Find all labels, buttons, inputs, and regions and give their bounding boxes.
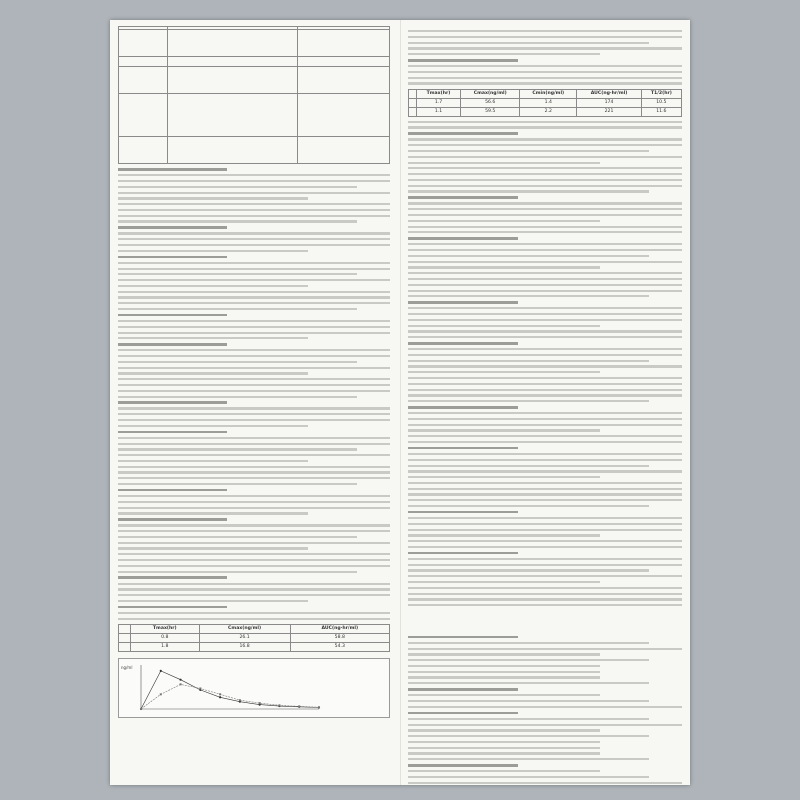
table-cell: 2.2 [520, 107, 577, 116]
text-line [118, 361, 357, 363]
text-line [408, 319, 682, 321]
text-line [408, 243, 682, 245]
text-line [408, 741, 600, 743]
text-line [408, 441, 682, 443]
text-line [408, 59, 518, 62]
table-cell [297, 67, 389, 94]
text-line [408, 488, 682, 490]
text-line [408, 150, 649, 152]
text-line [118, 565, 390, 567]
text-line [118, 285, 308, 287]
text-line [408, 231, 682, 233]
text-line [408, 412, 682, 414]
pk-header [119, 624, 131, 633]
text-line [408, 383, 682, 385]
text-line [408, 493, 682, 495]
text-line [118, 396, 357, 398]
text-line [408, 665, 600, 667]
table-cell [297, 30, 389, 57]
text-line [408, 758, 649, 760]
text-line [408, 569, 649, 571]
text-line [118, 606, 227, 609]
text-line [118, 308, 357, 310]
text-line [408, 36, 682, 38]
chart-series-line [141, 684, 319, 709]
text-line [408, 747, 600, 749]
text-line [408, 394, 682, 396]
table-cell [409, 107, 417, 116]
text-line [118, 588, 390, 590]
text-line [118, 244, 390, 246]
table-row [409, 98, 682, 107]
chart-axes [141, 665, 319, 709]
text-line [408, 593, 682, 595]
text-line [408, 482, 682, 484]
text-line [118, 226, 227, 229]
table-cell [167, 94, 297, 137]
text-line [408, 272, 682, 274]
text-line [118, 571, 357, 573]
table-cell [119, 94, 168, 137]
text-line [118, 507, 390, 509]
text-line [408, 642, 649, 644]
text-line [408, 688, 518, 691]
text-line [118, 594, 390, 596]
table-cell [119, 67, 168, 94]
text-line [118, 618, 390, 620]
text-line [408, 459, 682, 461]
text-line [118, 495, 390, 497]
table-cell: 26.1 [199, 633, 290, 642]
text-line [408, 581, 600, 583]
text-line [408, 529, 682, 531]
chart-svg [119, 659, 389, 717]
text-line [118, 471, 390, 473]
text-line [408, 330, 682, 332]
text-line [118, 477, 390, 479]
table-cell: 10.5 [641, 98, 681, 107]
text-line [408, 782, 682, 784]
pk-header: T1/2(hr) [641, 89, 681, 98]
text-line [408, 636, 518, 639]
text-line [408, 424, 682, 426]
text-line [408, 42, 649, 44]
text-line [408, 523, 682, 525]
text-line [118, 355, 390, 357]
table-cell: 221 [577, 107, 641, 116]
text-line [408, 65, 682, 67]
text-line [408, 266, 600, 268]
text-line [118, 542, 390, 544]
table-cell [297, 137, 389, 164]
text-line [408, 735, 649, 737]
text-line [408, 653, 600, 655]
text-line [118, 559, 390, 561]
text-line [408, 511, 518, 514]
table-cell [409, 98, 417, 107]
table-cell [167, 67, 297, 94]
text-line [408, 499, 682, 501]
text-line [408, 255, 649, 257]
text-line [408, 648, 682, 650]
text-line [118, 168, 227, 171]
text-line [408, 447, 518, 450]
right-body-text-top [408, 30, 682, 85]
text-line [118, 367, 390, 369]
table-cell [167, 57, 297, 67]
text-line [408, 313, 682, 315]
pk-header: Cmax(ng/ml) [461, 89, 520, 98]
text-line [118, 291, 390, 293]
text-line [118, 296, 390, 298]
table-row [119, 137, 390, 164]
text-line [118, 576, 227, 579]
text-line [408, 776, 649, 778]
text-line [408, 729, 600, 731]
concentration-chart [118, 658, 390, 718]
text-line [408, 598, 682, 600]
table-row [409, 107, 682, 116]
text-line [408, 724, 682, 726]
text-line [408, 290, 682, 292]
text-line [408, 534, 600, 536]
table-cell [119, 633, 131, 642]
text-line [118, 413, 390, 415]
table-cell [119, 30, 168, 57]
text-line [408, 138, 682, 140]
text-line [408, 406, 518, 409]
pk-header: AUC(ng·hr/ml) [290, 624, 389, 633]
text-line [408, 540, 682, 542]
text-line [408, 126, 682, 128]
text-line [118, 197, 308, 199]
text-line [408, 220, 600, 222]
chart-ylabel: ng/ml [121, 664, 133, 670]
text-line [408, 284, 682, 286]
table-row [119, 67, 390, 94]
text-line [118, 238, 390, 240]
text-line [118, 501, 390, 503]
text-line [118, 583, 390, 585]
text-line [408, 307, 682, 309]
pk-table-left [118, 624, 390, 652]
text-line [408, 190, 649, 192]
text-line [408, 587, 682, 589]
text-line [408, 671, 600, 673]
text-line [118, 536, 357, 538]
table-cell [119, 137, 168, 164]
text-line [408, 752, 600, 754]
table-cell: 11.6 [641, 107, 681, 116]
text-line [408, 237, 518, 240]
text-line [408, 694, 600, 696]
text-line [118, 407, 390, 409]
pk-header: Tmax(hr) [416, 89, 461, 98]
text-line [408, 77, 682, 79]
table-cell: 174 [577, 98, 641, 107]
table-row [119, 642, 390, 651]
text-line [408, 144, 682, 146]
table-cell [119, 57, 168, 67]
table-cell [119, 642, 131, 651]
right-column [408, 26, 682, 610]
text-line [118, 443, 390, 445]
table-cell: 1.1 [416, 107, 461, 116]
text-line [408, 179, 682, 181]
text-line [408, 173, 682, 175]
text-line [118, 425, 308, 427]
page-fold [400, 20, 401, 785]
text-line [118, 186, 357, 188]
text-line [408, 185, 682, 187]
text-line [408, 371, 600, 373]
table-cell: 1.8 [130, 642, 199, 651]
text-line [408, 575, 682, 577]
pk-header: AUC(ng·hr/ml) [577, 89, 641, 98]
table-cell: 59.5 [461, 107, 520, 116]
text-line [408, 435, 682, 437]
text-line [118, 612, 390, 614]
text-line [408, 162, 600, 164]
text-line [408, 82, 682, 84]
table-cell: 16.8 [199, 642, 290, 651]
text-line [118, 384, 390, 386]
text-line [118, 192, 390, 194]
table-cell [297, 94, 389, 137]
text-line [118, 262, 390, 264]
table-cell: 1.4 [520, 98, 577, 107]
text-line [118, 326, 390, 328]
text-line [408, 348, 682, 350]
text-line [118, 437, 390, 439]
text-line [118, 419, 390, 421]
manufacturer-info [408, 632, 682, 788]
text-line [408, 676, 600, 678]
table-cell: 56.6 [461, 98, 520, 107]
table-cell: 1.7 [416, 98, 461, 107]
text-line [118, 372, 308, 374]
text-line [408, 295, 649, 297]
text-line [408, 30, 682, 32]
pk-header: Cmax(ng/ml) [199, 624, 290, 633]
text-line [408, 336, 682, 338]
text-line [118, 220, 357, 222]
text-line [408, 47, 682, 49]
text-line [408, 249, 682, 251]
text-line [118, 454, 390, 456]
text-line [408, 261, 682, 263]
text-line [408, 429, 600, 431]
text-line [118, 232, 390, 234]
text-line [118, 530, 390, 532]
text-line [118, 273, 357, 275]
text-line [408, 558, 682, 560]
text-line [118, 279, 390, 281]
text-line [408, 301, 518, 304]
text-line [118, 524, 390, 526]
table-cell: 0.8 [130, 633, 199, 642]
text-line [118, 314, 227, 317]
text-line [118, 209, 390, 211]
text-line [118, 466, 390, 468]
left-column [118, 26, 390, 718]
table-cell [167, 30, 297, 57]
text-line [408, 764, 518, 767]
text-line [408, 325, 600, 327]
text-line [118, 483, 357, 485]
text-line [408, 546, 682, 548]
text-line [118, 268, 390, 270]
text-line [118, 448, 357, 450]
text-line [118, 343, 227, 346]
table-cell [297, 57, 389, 67]
text-line [408, 278, 682, 280]
text-line [118, 349, 390, 351]
table-row [119, 94, 390, 137]
text-line [118, 401, 227, 404]
text-line [408, 700, 649, 702]
text-line [118, 553, 390, 555]
text-line [408, 167, 682, 169]
adverse-reactions-table [118, 26, 390, 164]
text-line [408, 470, 682, 472]
pk-header: Tmax(hr) [130, 624, 199, 633]
text-line [118, 518, 227, 521]
text-line [118, 431, 227, 434]
table-cell: 58.8 [290, 633, 389, 642]
text-line [118, 390, 390, 392]
table-cell: 54.3 [290, 642, 389, 651]
text-line [408, 400, 649, 402]
text-line [408, 604, 682, 606]
text-line [118, 174, 390, 176]
text-line [118, 460, 308, 462]
text-line [408, 156, 682, 158]
text-line [118, 378, 390, 380]
text-line [408, 453, 682, 455]
pk-table-right [408, 89, 682, 117]
text-line [118, 512, 308, 514]
text-line [408, 342, 518, 345]
text-line [408, 121, 682, 123]
text-line [118, 302, 390, 304]
text-line [408, 354, 682, 356]
text-line [408, 465, 649, 467]
text-line [118, 547, 308, 549]
text-line [408, 53, 600, 55]
text-line [408, 214, 682, 216]
text-line [408, 360, 649, 362]
text-line [118, 489, 227, 492]
text-line [118, 215, 390, 217]
text-line [408, 552, 518, 555]
text-line [408, 659, 649, 661]
text-line [408, 564, 682, 566]
text-line [408, 226, 682, 228]
text-line [408, 71, 682, 73]
text-line [118, 180, 390, 182]
text-line [408, 132, 518, 135]
text-line [408, 208, 682, 210]
right-body-text-main [408, 121, 682, 607]
pk-header [409, 89, 417, 98]
text-line [118, 332, 390, 334]
text-line [408, 389, 682, 391]
text-line [118, 250, 308, 252]
chart-series-line [141, 671, 319, 709]
text-line [408, 202, 682, 204]
text-line [408, 418, 682, 420]
table-row [119, 57, 390, 67]
text-line [408, 476, 600, 478]
text-line [408, 712, 518, 715]
text-line [408, 718, 649, 720]
text-line [408, 770, 600, 772]
text-line [408, 706, 682, 708]
text-line [408, 517, 682, 519]
text-line [118, 203, 390, 205]
text-line [408, 505, 649, 507]
text-line [118, 256, 227, 259]
table-cell [167, 137, 297, 164]
text-line [408, 377, 682, 379]
table-row [119, 633, 390, 642]
text-line [408, 682, 649, 684]
text-line [118, 600, 308, 602]
text-line [118, 320, 390, 322]
text-line [408, 365, 682, 367]
table-row [119, 30, 390, 57]
text-line [118, 337, 308, 339]
text-line [408, 196, 518, 199]
pk-header: Cmin(ng/ml) [520, 89, 577, 98]
left-body-text [118, 168, 390, 620]
document-page [110, 20, 690, 785]
